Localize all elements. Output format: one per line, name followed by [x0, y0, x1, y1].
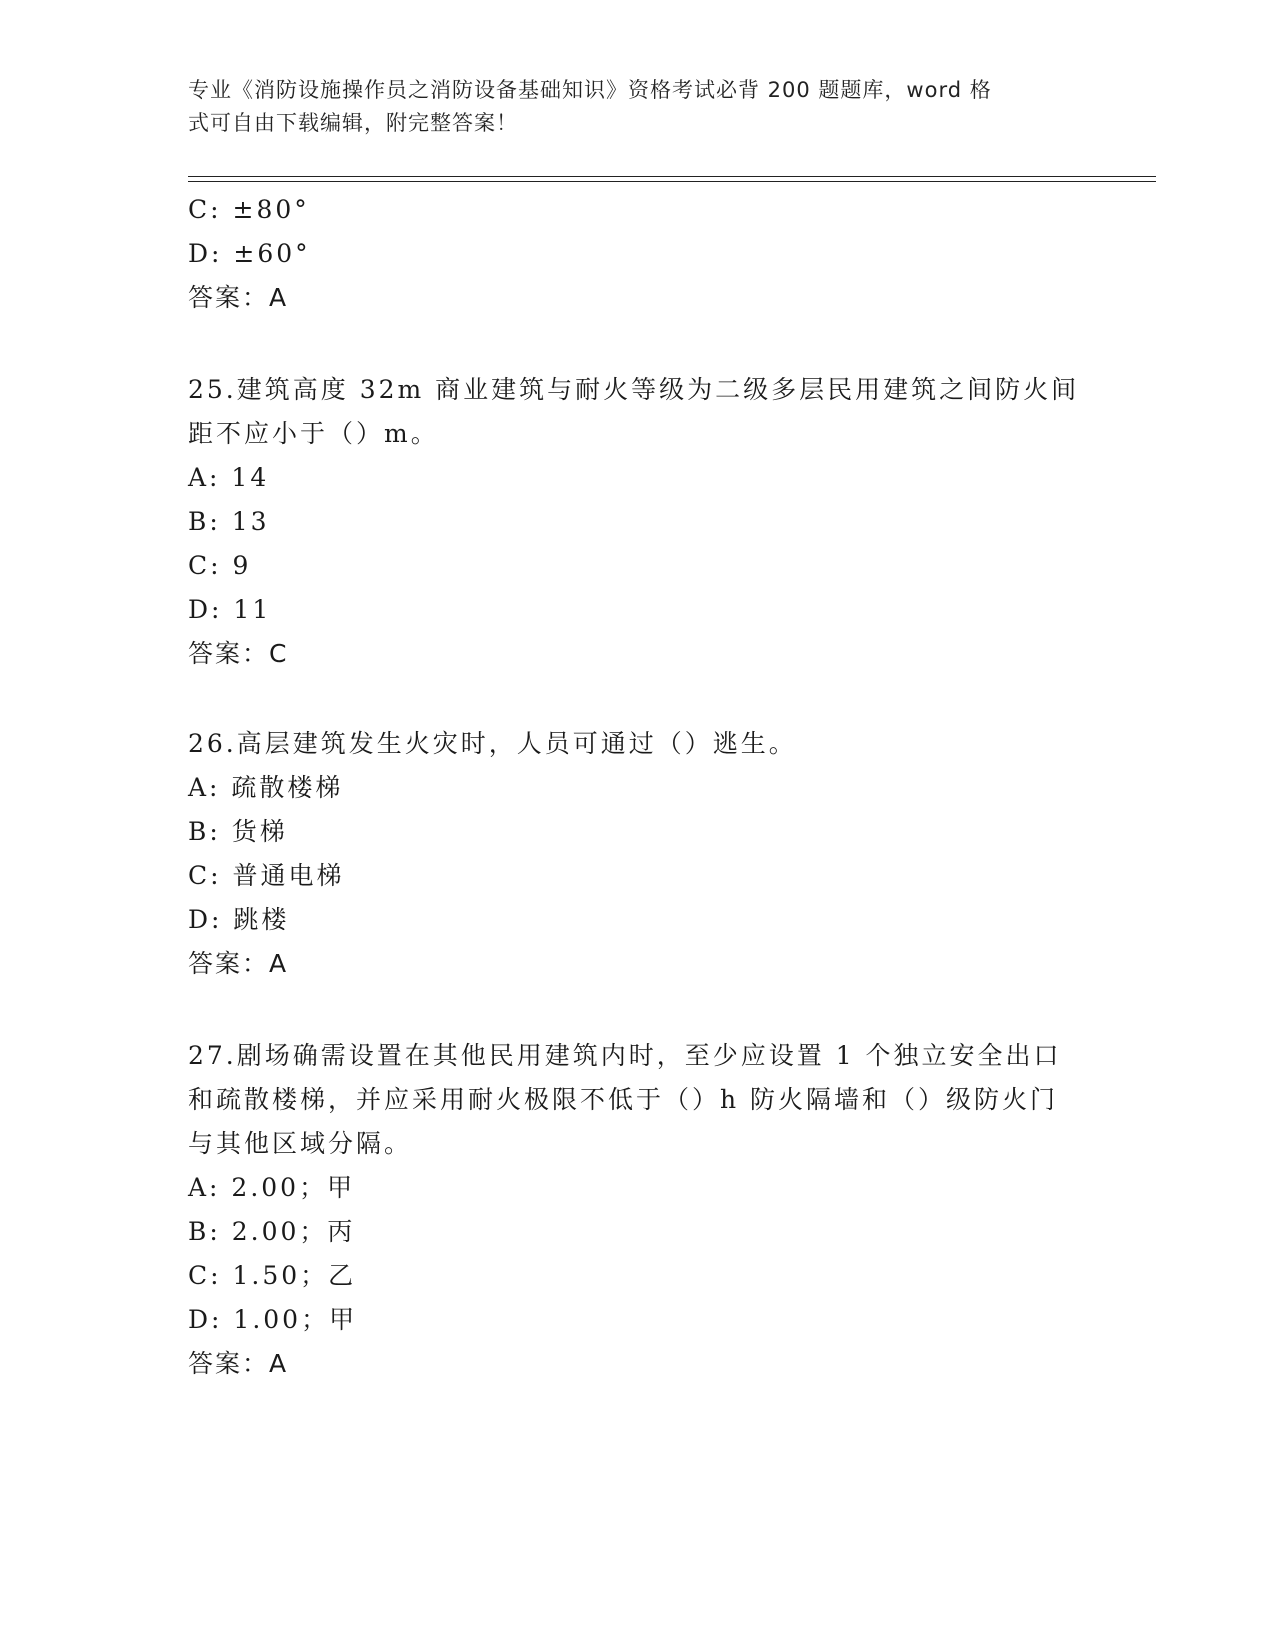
- q25-option-c: C: 9: [188, 551, 252, 580]
- header-divider-top: [188, 176, 1156, 177]
- document-header: [188, 74, 1068, 140]
- q27-answer: 答案：A: [188, 1349, 289, 1378]
- q25-option-d: D: 11: [188, 595, 272, 624]
- q26-option-b: B: 货梯: [188, 817, 288, 846]
- q24-answer: 答案：A: [188, 283, 289, 312]
- q26-option-d: D: 跳楼: [188, 905, 290, 934]
- header-divider-bottom: [188, 181, 1156, 182]
- q24-option-d: D: ±60°: [188, 239, 311, 268]
- q26-answer: 答案：A: [188, 949, 289, 978]
- q25-option-b: B: 13: [188, 507, 270, 536]
- q25-option-a: A: 14: [188, 463, 270, 492]
- q25-answer: 答案：C: [188, 639, 289, 668]
- header-line-1: 专业《消防设施操作员之消防设备基础知识》资格考试必背 200 题题库，word 格: [188, 78, 992, 102]
- q27-option-b: B: 2.00；丙: [188, 1217, 356, 1246]
- q26-option-c: C: 普通电梯: [188, 861, 345, 890]
- q25-stem-line-2: 距不应小于（）m。: [188, 419, 439, 448]
- q27-stem-line-3: 与其他区域分隔。: [188, 1129, 413, 1158]
- q27-option-a: A: 2.00；甲: [188, 1173, 356, 1202]
- q27-stem-line-1: 27.剧场确需设置在其他民用建筑内时，至少应设置 1 个独立安全出口: [188, 1041, 1062, 1070]
- q27-option-c: C: 1.50；乙: [188, 1261, 357, 1290]
- q25-stem-line-1: 25.建筑高度 32m 商业建筑与耐火等级为二级多层民用建筑之间防火间: [188, 375, 1080, 404]
- q26-stem-line-1: 26.高层建筑发生火灾时，人员可通过（）逃生。: [188, 729, 797, 758]
- q24-option-c: C: ±80°: [188, 195, 310, 224]
- q27-option-d: D: 1.00；甲: [188, 1305, 358, 1334]
- q26-option-a: A: 疏散楼梯: [188, 773, 344, 802]
- q27-stem-line-2: 和疏散楼梯，并应采用耐火极限不低于（）h 防火隔墙和（）级防火门: [188, 1085, 1059, 1114]
- header-line-2: 式可自由下载编辑，附完整答案！: [188, 111, 518, 135]
